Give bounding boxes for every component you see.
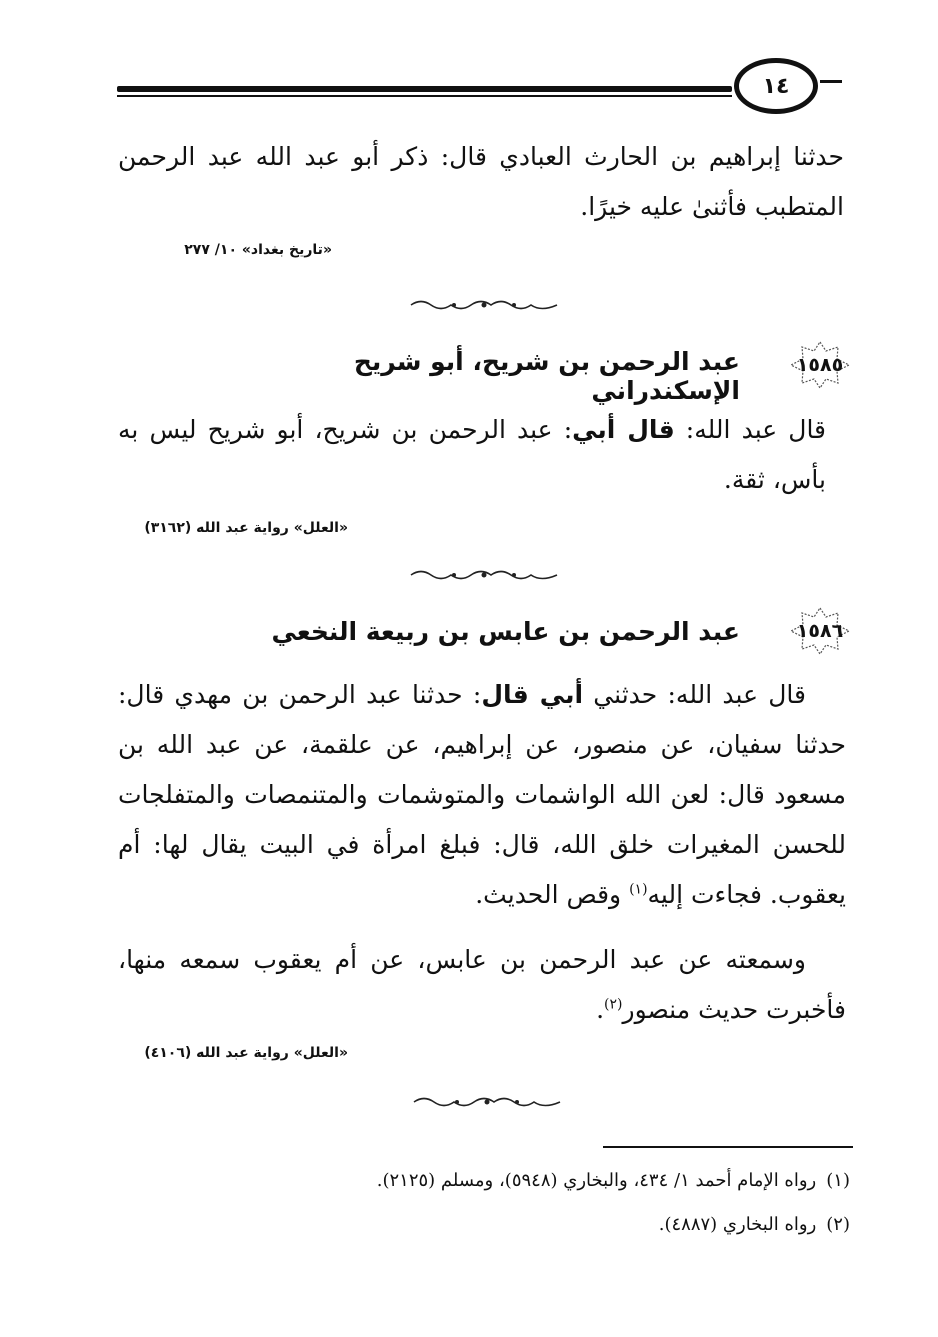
entry-text-part: وقص الحديث. [475,880,630,909]
entry-paragraph [118,935,846,1035]
divider-ornament-icon [409,298,559,312]
header-rule-right [820,80,842,83]
page-number [734,58,818,114]
prev-entry-text: حدثنا إبراهيم بن الحارث العبادي قال: ذكر أبو عبد الله عبد الرحمن المتطبب فأثنىٰ عليه خيرًا. [118,142,844,221]
footnote-rule [603,1146,853,1148]
entry-number: ١٥٨٦ [796,620,844,642]
footnote [200,1212,850,1238]
divider-ornament-icon [412,1095,562,1109]
footnote [200,1168,850,1194]
entry-source: «العلل» رواية عبد الله (٣١٦٢) [144,520,348,536]
footnote-text: رواه الإمام أحمد ١/ ٤٣٤، والبخاري (٥٩٤٨)، ومسلم (٢١٢٥). [376,1170,817,1191]
entry-paragraph [118,670,846,920]
footnote-number: (١) [826,1170,850,1191]
entry-text-part: قال عبد الله: حدثني [583,680,806,709]
entry-title: عبد الرحمن بن شريح، أبو شريح الإسكندراني [353,347,740,405]
entry-text-bold: أبي قال [481,680,584,709]
entry-text-part: : عبد الرحمن بن شريح، أبو شريح ليس به بأس، ثقة. [118,415,826,494]
entry-number-badge [788,340,852,390]
entry-text [118,405,826,505]
footnote-text: رواه البخاري (٤٨٨٧). [658,1214,817,1235]
footnote-ref[interactable]: (٢) [604,996,623,1013]
entry-number-badge [788,606,852,656]
entry-text-bold: قال أبي [572,415,675,444]
entry-text-part: قال عبد الله: [674,415,827,444]
entry-text-part: : حدثنا عبد الرحمن بن مهدي قال: حدثنا سفيان، عن منصور، عن إبراهيم، عن علقمة، عن عبد الله بن مسعود قال: لعن الله الواشمات والمتوشمات والمتنمصات والمتفلجات للحسن المغيرات خلق الله، قال: فبلغ امرأة في البيت يقال لها: أم يعقوب. فجاءت إليه [118,680,846,909]
page-number-text: ١٤ [762,73,790,99]
entry-text-part: . [596,995,605,1024]
entry-title: عبد الرحمن بن عابس بن ربيعة النخعي [271,617,740,646]
divider-ornament-icon [409,568,559,582]
header-rule-thin [117,95,732,97]
entry-source: «العلل» رواية عبد الله (٤١٠٦) [144,1045,348,1061]
entry-number: ١٥٨٥ [796,354,844,376]
footnote-number: (٢) [826,1214,850,1235]
prev-entry-source: «تاريخ بغداد» ١٠/ ٢٧٧ [184,242,332,258]
entry-text-part: وسمعته عن عبد الرحمن بن عابس، عن أم يعقوب سمعه منها، فأخبرت حديث منصور [118,945,846,1024]
header-rule [117,86,732,92]
footnote-ref[interactable]: (١) [629,881,648,898]
